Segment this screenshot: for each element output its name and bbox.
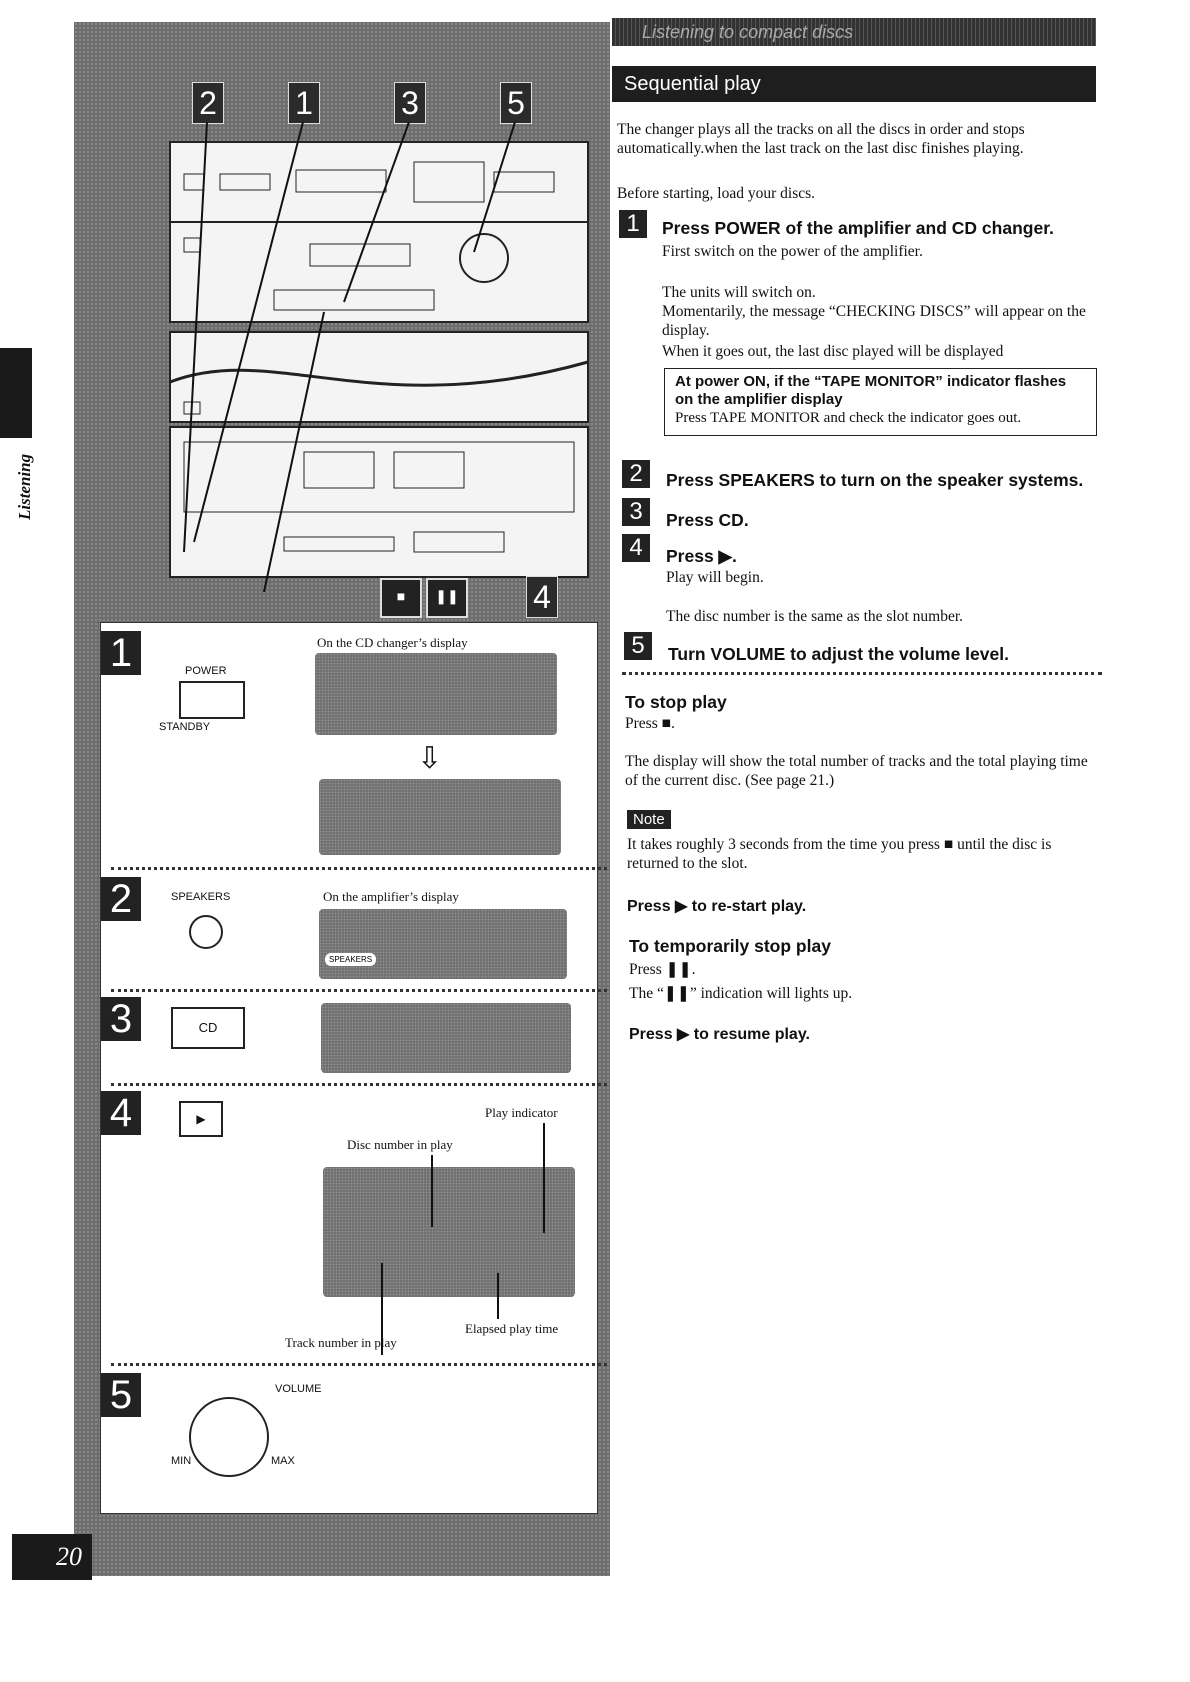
standby-label: STANDBY xyxy=(159,721,211,733)
step2-title: Press SPEAKERS to turn on the speaker systems. xyxy=(666,470,1084,490)
step-number: 4 xyxy=(101,1091,141,1135)
step1-title: Press POWER of the amplifier and CD changer. xyxy=(662,218,1054,238)
callout-number: 3 xyxy=(394,82,426,124)
cd-changer-display-after xyxy=(319,779,561,855)
step4-title: Press ▶. xyxy=(666,546,737,566)
amplifier-display xyxy=(319,909,567,979)
leader-line xyxy=(431,1155,433,1227)
arrow-down-icon: ⇩ xyxy=(417,742,443,775)
resume-play-text: Press ▶ to resume play. xyxy=(629,1026,810,1043)
stop-play-title: To stop play xyxy=(625,692,727,712)
step-number: 2 xyxy=(622,460,650,488)
volume-min-label: MIN xyxy=(171,1455,192,1467)
tape-monitor-text: Press TAPE MONITOR and check the indicator goes out. xyxy=(675,410,1022,426)
callout-number: 4 xyxy=(526,576,558,618)
page-number: 20 xyxy=(12,1534,92,1580)
step1-line: The units will switch on. xyxy=(662,284,816,301)
pause-press: Press ❚❚. xyxy=(629,961,696,978)
divider xyxy=(111,1363,607,1366)
step-number: 2 xyxy=(101,877,141,921)
callout-number: 1 xyxy=(288,82,320,124)
disc-number-label: Disc number in play xyxy=(347,1137,453,1152)
step-number: 4 xyxy=(622,534,650,562)
step2-caption: On the amplifier’s display xyxy=(323,889,459,904)
speakers-indicator: SPEAKERS xyxy=(325,953,376,966)
pause-title: To temporarily stop play xyxy=(629,936,831,956)
step-number: 3 xyxy=(622,498,650,526)
tape-monitor-box xyxy=(664,368,1097,436)
step-number: 3 xyxy=(101,997,141,1041)
leader-line xyxy=(497,1273,499,1319)
pause-text: The “❚❚” indication will lights up. xyxy=(629,985,853,1002)
note-text: It takes roughly 3 seconds from the time you press ■ until the disc is returned to the slot. xyxy=(627,836,1052,872)
side-tab-label: Listening xyxy=(15,453,34,520)
step-number: 5 xyxy=(101,1373,141,1417)
callout-number: 2 xyxy=(192,82,224,124)
elapsed-time-label: Elapsed play time xyxy=(465,1321,559,1336)
power-label: POWER xyxy=(185,665,227,677)
play-indicator-label: Play indicator xyxy=(485,1105,558,1120)
restart-play-text: Press ▶ to re-start play. xyxy=(627,898,807,915)
step-number: 5 xyxy=(624,632,652,660)
step4-line: Play will begin. xyxy=(666,569,764,586)
volume-label: VOLUME xyxy=(275,1383,322,1395)
cd-play-display xyxy=(323,1167,575,1297)
step4-line: The disc number is the same as the slot number. xyxy=(666,608,964,625)
volume-max-label: MAX xyxy=(271,1455,295,1467)
divider xyxy=(111,867,607,870)
leader-line xyxy=(543,1123,545,1233)
cd-display xyxy=(321,1003,571,1073)
speakers-button xyxy=(189,915,223,949)
section-title: Sequential play xyxy=(612,66,1096,102)
divider xyxy=(622,672,1102,675)
step1-line: First switch on the power of the amplifier. xyxy=(662,243,923,260)
power-button xyxy=(179,681,245,719)
step1-caption: On the CD changer’s display xyxy=(317,635,468,650)
speakers-label: SPEAKERS xyxy=(171,891,231,903)
step5-title: Turn VOLUME to adjust the volume level. xyxy=(668,644,1009,664)
intro-before-starting: Before starting, load your discs. xyxy=(617,185,816,202)
divider xyxy=(111,989,607,992)
track-number-label: Track number in play xyxy=(285,1335,397,1350)
stereo-system-drawing xyxy=(74,22,610,622)
volume-knob xyxy=(189,1397,269,1477)
pause-button: ❚❚ xyxy=(426,578,468,618)
stop-button: ■ xyxy=(380,578,422,618)
step3-title: Press CD. xyxy=(666,510,749,530)
play-button: ▶ xyxy=(179,1101,223,1137)
chapter-header: Listening to compact discs xyxy=(612,18,1096,46)
note-badge: Note xyxy=(627,810,671,829)
tape-monitor-title: At power ON, if the “TAPE MONITOR” indicator flashes on the amplifier display xyxy=(675,373,1067,408)
step-number: 1 xyxy=(619,210,647,238)
stop-play-press: Press ■. xyxy=(625,715,675,732)
step1-line: When it goes out, the last disc played will be displayed xyxy=(662,343,1004,360)
stop-play-text: The display will show the total number of tracks and the total playing time of the current disc. (See page 21.) xyxy=(625,753,1088,789)
step1-line: Momentarily, the message “CHECKING DISCS” will appear on the display. xyxy=(662,303,1086,339)
cd-changer-display xyxy=(315,653,557,735)
divider xyxy=(111,1083,607,1086)
cd-button: CD xyxy=(171,1007,245,1049)
steps-illustration-box xyxy=(100,622,598,1514)
callout-number: 5 xyxy=(500,82,532,124)
step-number: 1 xyxy=(101,631,141,675)
intro-paragraph: The changer plays all the tracks on all the discs in order and stops automatically.when the last track on the last disc finishes playing. xyxy=(617,121,1025,157)
